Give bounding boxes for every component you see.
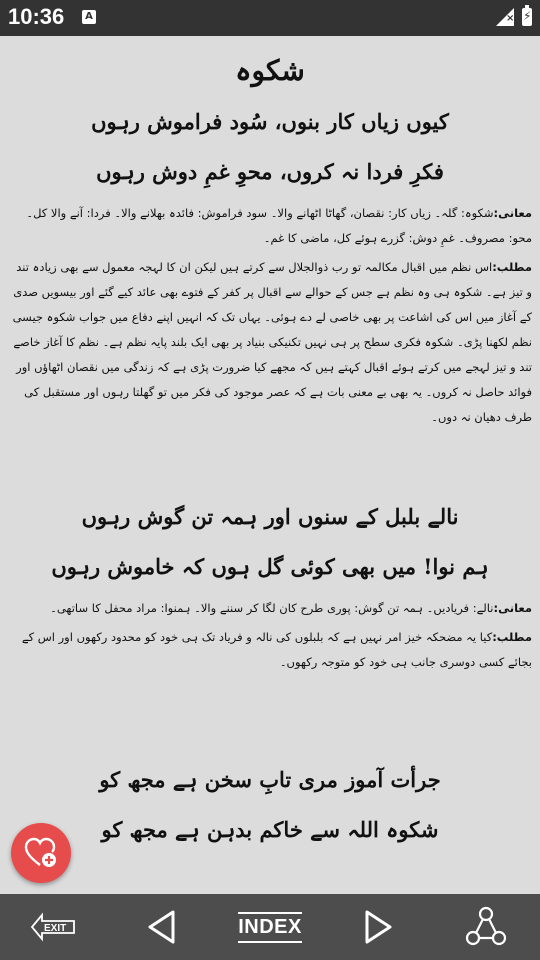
verse-line: نالے بلبل کے سنوں اور ہمہ تن گوش رہوں [81,504,459,529]
poem-content[interactable] [0,36,540,894]
share-icon [464,905,508,949]
exit-label: EXIT [44,923,67,934]
explanation-text [0,625,540,675]
verse-line: جرأت آموز مری تابِ سخن ہے مجھ کو [99,767,441,792]
meaning-label: معانی: [493,206,532,220]
status-time: 10:36 [8,4,65,29]
stanza [0,492,540,675]
next-button[interactable] [343,902,413,952]
explanation-label: مطلب: [492,630,532,644]
explanation-label: مطلب: [492,260,532,274]
notification-icon: A [82,10,96,24]
signal-icon: × [496,8,514,26]
verse-line: شکوہ اللہ سے خاکم بدہن ہے مجھ کو [101,817,439,842]
index-label: INDEX [238,912,302,943]
share-button[interactable] [451,902,521,952]
explanation-text [0,255,540,430]
verse-line: ہم نوا! میں بھی کوئی گل ہوں کہ خاموش رہوں [51,554,489,579]
explanation-body: کیا یہ مضحکہ خیز امر نہیں ہے کہ بلبلوں کی نالہ و فریاد تک ہی خود کو محدود رکھوں اور اس کے بجائے کسی دوسری جانب ہی خود کو متوجہ رکھوں۔ [21,630,532,669]
meaning-text [0,596,540,621]
previous-button[interactable] [127,902,197,952]
heart-plus-icon [23,835,59,871]
next-icon [361,908,395,946]
exit-button[interactable] [19,902,89,952]
bottom-toolbar [0,894,540,960]
poem-title: شکوہ [235,54,305,87]
index-button[interactable] [235,902,305,952]
meaning-label: معانی: [493,601,532,615]
meaning-text [0,201,540,251]
favorite-button[interactable] [11,823,71,883]
exit-icon [30,909,78,945]
verse-line: کیوں زیاں کار بنوں، سُود فراموش رہوں [91,109,449,134]
stanza [0,97,540,430]
battery-icon: ⚡ [522,8,532,26]
previous-icon [145,908,179,946]
stanza [0,755,540,855]
meaning-body: شکوہ: گلہ۔ زیاں کار: نقصان، گھاٹا اٹھانے والا۔ سود فراموش: فائدہ بھلانے والا۔ فردا: آنے والا کل۔ محو: مصروف۔ غمِ دوش: گزرے ہوئے کل، ماضی کا غم۔ [26,206,532,245]
status-bar [0,0,540,36]
verse-line: فکرِ فردا نہ کروں، محوِ غمِ دوش رہوں [96,159,444,184]
explanation-body: اس نظم میں اقبال مکالمہ تو رب ذوالجلال سے کرتے ہیں لیکن ان کا لہجہ معمول سے بھی زیادہ تند و تیز ہے۔ شکوہ ہی وہ نظم ہے جس کے حوالے سے اقبال پر کفر کے فتوے بھی عائد کیے گئے اور بیسویں صدی کے آغاز میں اس کی اشاعت پر بھی خاصی لے دے ہوئی۔ یہاں تک کہ انہیں اپنے دفاع میں جواب شکوہ جیسی نظم لکھنا پڑی۔ شکوہ فکری سطح پر ہی نہیں تکنیکی بنیاد پر بھی ایک بلند پایہ نظم ہے۔ نظم کا آغاز خاصے تند و تیز لہجے میں کرتے ہوئے اقبال کہتے ہیں کہ مجھے کیا ضرورت پڑی ہے کہ زندگی میں نقصان اٹھاؤں اور فوائد حاصل نہ کروں۔ یہ بھی بے معنی بات ہے کہ عصر موجود کی فکر میں تو گھلتا رہوں اور مستقبل کی طرف دھیان نہ دوں۔ [12,260,532,424]
meaning-body: نالے: فریادیں۔ ہمہ تن گوش: پوری طرح کان لگا کر سننے والا۔ ہمنوا: مراد محفل کا ساتھی۔ [50,601,494,615]
